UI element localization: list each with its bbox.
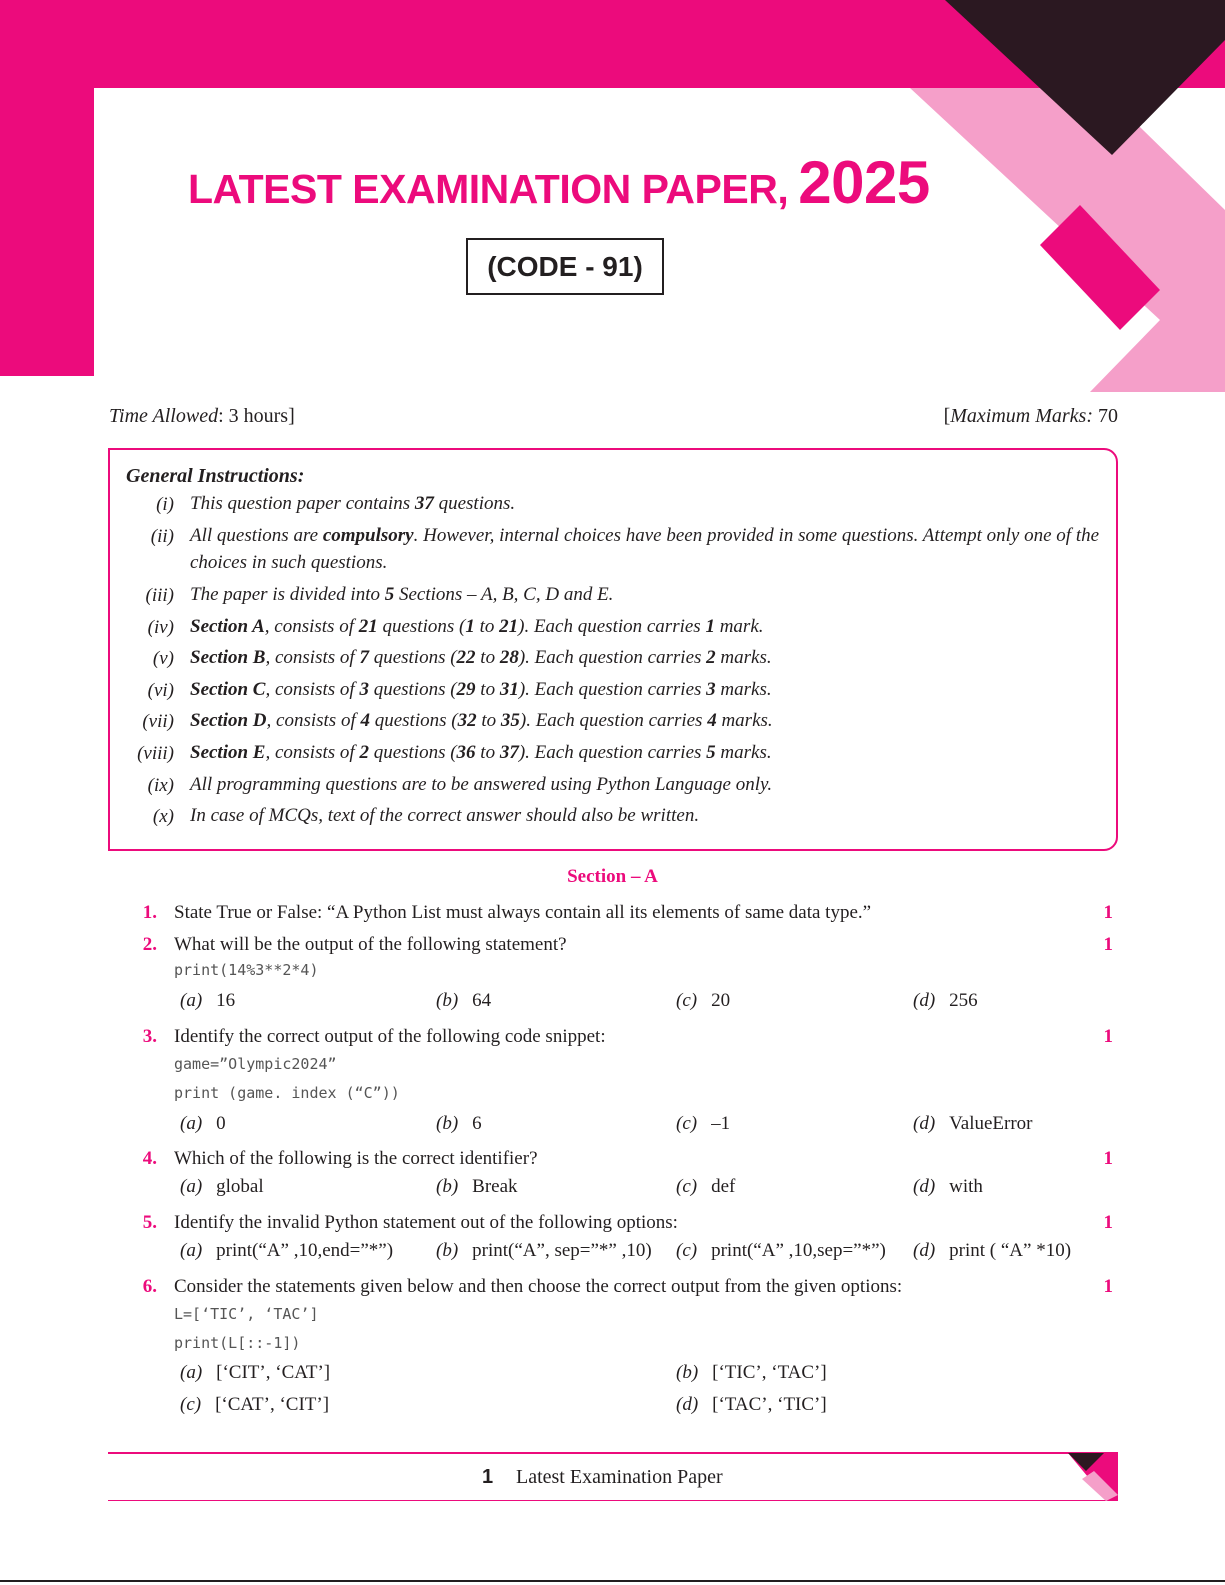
question-marks: 1 xyxy=(1103,1276,1113,1297)
code-line: print (game. index (“C”)) xyxy=(174,1084,400,1102)
option-text: –1 xyxy=(711,1113,731,1134)
question-marks: 1 xyxy=(1103,1026,1113,1047)
question-number: 3. xyxy=(142,1026,157,1047)
title-text: LATEST EXAMINATION PAPER, xyxy=(188,166,789,212)
option-label: (b) xyxy=(436,990,459,1011)
marks-label: Maximum Marks: xyxy=(950,405,1093,427)
option-label: (d) xyxy=(913,990,936,1011)
section-title: Section – A xyxy=(567,866,658,887)
option-text: print(“A” ,10,sep=”*”) xyxy=(711,1240,886,1261)
option-text: print(“A” ,10,end=”*”) xyxy=(216,1240,394,1261)
question-marks: 1 xyxy=(1103,934,1113,955)
option-text: [‘CAT’, ‘CIT’] xyxy=(215,1394,330,1415)
answer-option xyxy=(676,990,730,1012)
instruction-number: (iv) xyxy=(147,617,174,638)
marks-prefix: [ xyxy=(943,405,951,427)
answer-option xyxy=(180,1240,393,1262)
option-text: 6 xyxy=(472,1113,482,1134)
option-label: (b) xyxy=(436,1176,459,1197)
option-label: (b) xyxy=(436,1113,459,1134)
instruction-number: (iii) xyxy=(145,585,174,606)
paper-code-box xyxy=(466,238,664,295)
option-text: print ( “A” *10) xyxy=(949,1240,1072,1261)
time-label: Time Allowed xyxy=(109,405,219,427)
instruction-number: (vii) xyxy=(142,711,174,732)
footer-divider-top xyxy=(108,1452,1118,1454)
option-label: (d) xyxy=(913,1240,936,1261)
footer-corner-graphic xyxy=(1068,1453,1118,1501)
question-text: What will be the output of the following statement? xyxy=(174,934,567,955)
code-line: print(14%3**2*4) xyxy=(174,961,319,979)
question-marks: 1 xyxy=(1103,902,1113,923)
option-text: def xyxy=(711,1176,736,1197)
option-label: (a) xyxy=(180,1113,203,1134)
instruction-text: All programming questions are to be answered using Python Language only. xyxy=(190,774,773,795)
instruction-number: (v) xyxy=(152,648,174,669)
option-text: 16 xyxy=(216,990,236,1011)
option-label: (d) xyxy=(913,1176,936,1197)
answer-option xyxy=(913,1240,1071,1262)
instruction-number: (viii) xyxy=(137,743,174,764)
instruction-text: All questions are compulsory. However, internal choices have been provided in some questions. Attempt only one of the choices in such questions. xyxy=(190,525,1100,573)
instructions-title: General Instructions: xyxy=(126,465,305,487)
question-number: 5. xyxy=(142,1212,157,1233)
answer-option xyxy=(676,1176,735,1198)
instruction-number: (i) xyxy=(156,494,174,515)
option-label: (d) xyxy=(913,1113,936,1134)
option-label: (a) xyxy=(180,1362,203,1383)
option-text: [‘TAC’, ‘TIC’] xyxy=(712,1394,827,1415)
option-label: (c) xyxy=(676,990,698,1011)
question-number: 6. xyxy=(142,1276,157,1297)
instruction-text: Section B, consists of 7 questions (22 to 28). Each question carries 2 marks. xyxy=(190,647,772,668)
option-label: (c) xyxy=(676,1240,698,1261)
instruction-text: Section D, consists of 4 questions (32 to 35). Each question carries 4 marks. xyxy=(190,710,773,731)
question-marks: 1 xyxy=(1103,1148,1113,1169)
maximum-marks xyxy=(944,405,1118,428)
answer-option xyxy=(676,1240,886,1262)
page-title xyxy=(188,148,930,217)
instruction-text: Section C, consists of 3 questions (29 to 31). Each question carries 3 marks. xyxy=(190,679,772,700)
answer-option xyxy=(913,1176,983,1198)
instruction-number: (vi) xyxy=(147,680,174,701)
option-text: 20 xyxy=(711,990,731,1011)
instruction-text: Section A, consists of 21 questions (1 to 21). Each question carries 1 mark. xyxy=(190,616,764,637)
question-text: State True or False: “A Python List must always contain all its elements of same data type.” xyxy=(174,902,872,923)
code-line: print(L[::-1]) xyxy=(174,1334,301,1352)
answer-option xyxy=(180,990,235,1012)
instruction-text: Section E, consists of 2 questions (36 to 37). Each question carries 5 marks. xyxy=(190,742,772,763)
question-number: 1. xyxy=(142,902,157,923)
instruction-number: (x) xyxy=(152,806,174,827)
page-bottom-rule xyxy=(0,1580,1225,1582)
code-line: L=[‘TIC’, ‘TAC’] xyxy=(174,1305,319,1323)
option-label: (c) xyxy=(676,1113,698,1134)
footer-divider-bottom xyxy=(108,1500,1118,1501)
answer-option xyxy=(180,1113,226,1135)
option-text: [‘CIT’, ‘CAT’] xyxy=(216,1362,331,1383)
question-text: Consider the statements given below and then choose the correct output from the given options: xyxy=(174,1276,903,1297)
answer-option xyxy=(436,1113,482,1135)
answer-option xyxy=(913,1113,1033,1135)
answer-option xyxy=(436,1240,652,1262)
answer-option xyxy=(676,1113,730,1135)
option-label: (a) xyxy=(180,990,203,1011)
option-label: (d) xyxy=(676,1394,699,1415)
option-text: 0 xyxy=(216,1113,226,1134)
title-year: 2025 xyxy=(798,149,930,216)
answer-option xyxy=(180,1362,330,1384)
option-text: print(“A”, sep=”*” ,10) xyxy=(472,1240,652,1261)
footer-text: Latest Examination Paper xyxy=(516,1466,723,1488)
marks-value: 70 xyxy=(1093,405,1118,427)
question-marks: 1 xyxy=(1103,1212,1113,1233)
option-label: (c) xyxy=(676,1176,698,1197)
instruction-number: (ii) xyxy=(150,526,174,547)
option-text: [‘TIC’, ‘TAC’] xyxy=(712,1362,827,1383)
question-text: Identify the invalid Python statement out of the following options: xyxy=(174,1212,678,1233)
instruction-text: The paper is divided into 5 Sections – A, B, C, D and E. xyxy=(190,584,614,605)
answer-option xyxy=(436,1176,518,1198)
option-text: 64 xyxy=(472,990,492,1011)
answer-option xyxy=(180,1176,264,1198)
question-text: Which of the following is the correct identifier? xyxy=(174,1148,538,1169)
time-allowed xyxy=(109,405,295,428)
answer-option xyxy=(913,990,978,1012)
question-number: 4. xyxy=(142,1148,157,1169)
answer-option xyxy=(676,1362,827,1384)
question-number: 2. xyxy=(142,934,157,955)
paper-code: (CODE - 91) xyxy=(487,250,643,282)
question-text: Identify the correct output of the following code snippet: xyxy=(174,1026,606,1047)
page-number: 1 xyxy=(482,1466,494,1488)
option-text: global xyxy=(216,1176,264,1197)
option-text: with xyxy=(949,1176,983,1197)
code-line: game=”Olympic2024” xyxy=(174,1055,337,1073)
option-text: Break xyxy=(472,1176,518,1197)
option-label: (c) xyxy=(180,1394,202,1415)
option-label: (b) xyxy=(436,1240,459,1261)
option-label: (a) xyxy=(180,1176,203,1197)
instruction-number: (ix) xyxy=(147,775,174,796)
option-label: (a) xyxy=(180,1240,203,1261)
time-value: : 3 hours] xyxy=(218,405,295,427)
option-label: (b) xyxy=(676,1362,699,1383)
answer-option xyxy=(436,990,491,1012)
option-text: ValueError xyxy=(949,1113,1033,1134)
answer-option xyxy=(676,1394,827,1416)
option-text: 256 xyxy=(949,990,978,1011)
instruction-text: In case of MCQs, text of the correct answer should also be written. xyxy=(190,805,700,826)
answer-option xyxy=(180,1394,329,1416)
instruction-text: This question paper contains 37 questions. xyxy=(190,493,516,514)
